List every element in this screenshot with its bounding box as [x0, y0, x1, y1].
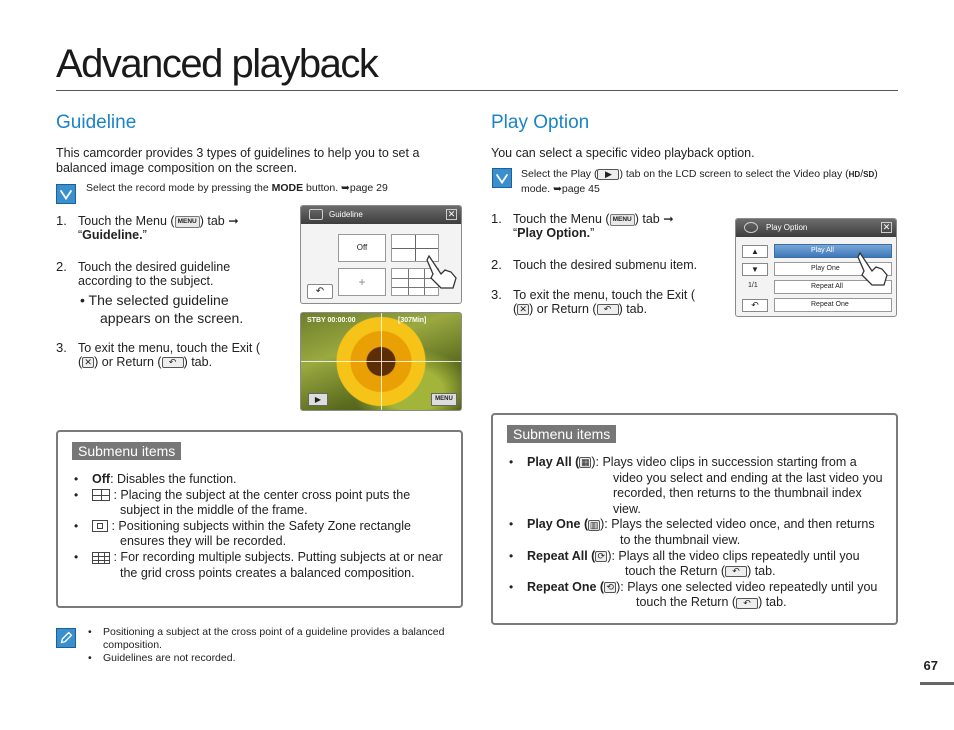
step-text: ) or Return ( — [94, 355, 162, 369]
check-note-icon — [56, 184, 76, 204]
title-divider — [56, 90, 898, 91]
item-name: Off — [92, 472, 111, 486]
return-button[interactable]: ↶ — [742, 299, 768, 312]
pen-note-icon — [56, 628, 76, 648]
guideline-submenu-box — [56, 430, 463, 608]
status-left: STBY 00:00:00 — [307, 317, 356, 324]
page-title: Advanced playback — [56, 42, 378, 86]
play-tab-icon[interactable]: ▶ — [308, 393, 328, 406]
submenu-label: Submenu items — [72, 442, 181, 460]
note-text: Guidelines are not recorded. — [103, 652, 236, 664]
mode-button-label: MODE — [271, 182, 304, 194]
guideline-heading: Guideline — [56, 112, 137, 133]
status-right: [307Min] — [398, 317, 427, 324]
step-text: To exit the menu, touch the Exit ( — [78, 341, 261, 355]
list-item: • Repeat One ( ⟲ ): Plays one selected video repeatedly until you touch the Return ( ↶ ) tab. — [509, 579, 878, 610]
scroll-down-button[interactable]: ▼ — [742, 263, 768, 276]
return-icon: ↶ — [725, 566, 747, 577]
list-item: • : Placing the subject at the center cross point puts the subject in the middle of the frame. — [74, 487, 411, 518]
play-step1-num: 1. — [491, 211, 502, 226]
step-text: ) tab ➞ — [199, 214, 239, 228]
page-indicator: 1/1 — [748, 282, 758, 289]
page-number-bar — [920, 682, 954, 685]
close-icon[interactable]: ✕ — [882, 222, 891, 232]
guideline-step2: Touch the desired guideline according to the subject. — [78, 260, 231, 288]
safety-zone-icon — [92, 520, 108, 532]
list-item: • Repeat All ( ⟳ ): Plays all the video clips repeatedly until you touch the Return ( ↶ ) tab. — [509, 548, 860, 579]
lcd-title-bar — [736, 219, 896, 237]
lcd-guideline-menu — [300, 205, 462, 304]
hand-pointer-icon — [854, 249, 890, 287]
list-item: • : For recording multiple subjects. Putting subjects at or near the grid cross points creates a balanced composition. — [74, 549, 443, 580]
lcd-title: Play Option — [766, 223, 808, 232]
note-text: Select the Play ( — [521, 168, 598, 180]
item-desc: ): Plays one selected video repeatedly until you touch the Return ( — [616, 579, 878, 610]
grid-guide-icon — [92, 552, 110, 564]
item-desc: ) tab. — [747, 564, 776, 579]
note-page-ref: ) mode. ➥page 45 — [521, 168, 878, 195]
play-option-heading: Play Option — [491, 112, 590, 133]
item-desc: : Disables the function. — [110, 472, 237, 486]
menu-key-icon: MENU — [175, 216, 200, 228]
menu-key-icon: MENU — [610, 214, 635, 226]
item-label: Repeat One — [811, 301, 849, 308]
item-desc: ): Plays all the video clips repeatedly until you touch the Return ( — [607, 548, 860, 579]
return-icon: ↶ — [736, 598, 758, 609]
item-desc: ): Plays the selected video once, and then returns to the thumbnail view. — [600, 517, 875, 547]
play-tab-icon: ▶ — [597, 169, 619, 180]
play-option-note: Select the Play ( ▶ ) tab on the LCD screen to select the Video play (HD/SD) mode. ➥page 45 — [521, 168, 878, 195]
repeat-one-icon: ⟲ — [604, 582, 616, 593]
guideline-step2-bullet: • The selected guideline appears on the screen. — [80, 292, 244, 326]
guide-horizontal-line — [301, 361, 461, 362]
guide-option-off[interactable] — [338, 234, 386, 262]
item-label: Play All — [811, 247, 834, 254]
note-page-ref: button. ➥page 29 — [303, 182, 388, 194]
note-text: Select the record mode by pressing the — [86, 182, 272, 194]
list-item: • Play One ( ▥ ): Plays the selected video once, and then returns to the thumbnail view. — [509, 517, 875, 547]
list-item: • Play All ( ▦ ): Plays video clips in succession starting from a video you select and ending at the last video you recorded, then returns to the thumbnail index view. — [509, 455, 883, 516]
play-step3-num: 3. — [491, 287, 502, 302]
list-item: • : Positioning subjects within the Safety Zone rectangle ensures they will be recorded. — [74, 518, 411, 549]
item-name: Repeat All ( — [527, 548, 596, 563]
guideline-mode-note — [86, 182, 456, 195]
note-text: Positioning a subject at the cross point of a guideline provides a balanced composition. — [103, 626, 445, 651]
step-target: Guideline. — [82, 228, 143, 242]
step-target: Play Option. — [517, 226, 591, 240]
item-desc: ): Plays video clips in succession starting from a video you select and ending at the last video you recorded, then returns to the thumbnail index view. — [591, 455, 883, 516]
return-icon: ↶ — [162, 357, 184, 368]
menu-tab-button[interactable]: MENU — [431, 393, 457, 406]
play-all-icon: ▦ — [581, 457, 590, 468]
off-label: Off — [356, 243, 368, 252]
item-label: Repeat All — [811, 283, 843, 290]
play-option-submenu-box — [491, 413, 898, 625]
step-text: ) or Return ( — [529, 302, 597, 316]
item-desc: : Positioning subjects within the Safety Zone rectangle ensures they will be recorded. — [111, 518, 411, 549]
guideline-step1 — [78, 214, 278, 242]
play-option-icon — [744, 222, 758, 233]
note-item: • Positioning a subject at the cross point of a guideline provides a balanced composition. — [88, 626, 445, 651]
quote: “ — [78, 228, 83, 242]
scroll-up-button[interactable]: ▲ — [742, 245, 768, 258]
guideline-step2-num: 2. — [56, 259, 67, 274]
guideline-submenu-list — [74, 472, 444, 581]
item-name: Repeat One ( — [527, 579, 605, 594]
page-number: 67 — [923, 658, 938, 673]
item-name: Play One ( — [527, 517, 589, 532]
item-name: Play All ( — [527, 455, 580, 469]
guideline-preview-photo — [300, 312, 462, 411]
play-step3: To exit the menu, touch the Exit ( ( ✕ ) or Return ( ↶ ) tab. — [513, 288, 696, 316]
guideline-step3: To exit the menu, touch the Exit ( ( ✕ ) or Return ( ↶ ) tab. — [78, 341, 261, 369]
guideline-intro: This camcorder provides 3 types of guidelines to help you to set a balanced image composition on the screen. — [56, 146, 420, 175]
note-text: ) tab on the LCD screen to select the Video play ( — [619, 168, 849, 180]
item-desc: : Placing the subject at the center cross point puts the subject in the middle of the frame. — [113, 487, 411, 518]
close-icon[interactable]: ✕ — [447, 209, 456, 219]
check-note-icon — [492, 168, 512, 188]
play-option-submenu-list — [509, 455, 884, 611]
guideline-notes — [88, 626, 448, 665]
hd-mode-icon: HD — [848, 170, 861, 179]
quote: “ — [513, 226, 518, 240]
submenu-label: Submenu items — [507, 425, 616, 443]
lcd-item-repeat-one[interactable] — [774, 298, 892, 312]
guideline-step1-num: 1. — [56, 213, 67, 228]
hand-pointer-icon — [423, 252, 459, 290]
lcd-title-bar — [301, 206, 461, 224]
quote: ” — [142, 228, 147, 242]
guideline-step3-num: 3. — [56, 340, 67, 355]
cross-guide-icon — [92, 489, 110, 501]
exit-x-icon: ✕ — [82, 357, 94, 368]
lcd-title: Guideline — [329, 210, 363, 219]
guide-option-safety[interactable]: + — [338, 268, 386, 296]
note-item: • Guidelines are not recorded. — [88, 652, 236, 664]
play-one-icon: ▥ — [589, 519, 599, 530]
play-step2: Touch the desired submenu item. — [513, 258, 698, 272]
play-step1 — [513, 212, 713, 240]
repeat-all-icon: ⟳ — [595, 551, 607, 562]
play-step2-num: 2. — [491, 257, 502, 272]
camera-icon — [309, 209, 323, 220]
play-option-intro: You can select a specific video playback option. — [491, 146, 755, 160]
exit-x-icon: ✕ — [517, 304, 529, 315]
step-text: Touch the Menu ( — [78, 214, 175, 228]
step-text: Touch the Menu ( — [513, 212, 610, 226]
list-item: • Off: Disables the function. — [74, 472, 237, 486]
quote: ” — [590, 226, 595, 240]
step-text: To exit the menu, touch the Exit ( — [513, 288, 696, 302]
sd-mode-icon: SD — [863, 170, 875, 179]
lcd-play-option-menu — [735, 218, 897, 317]
item-desc: ) tab. — [758, 595, 787, 610]
step-text: ) tab. — [183, 355, 213, 369]
item-label: Play One — [811, 265, 840, 272]
item-desc: : For recording multiple subjects. Putting subjects at or near the grid cross points creates a balanced composition. — [113, 549, 443, 580]
step-text: ) tab ➞ — [634, 212, 674, 226]
return-button[interactable]: ↶ — [307, 284, 333, 299]
step-text: ) tab. — [618, 302, 648, 316]
return-icon: ↶ — [597, 304, 619, 315]
